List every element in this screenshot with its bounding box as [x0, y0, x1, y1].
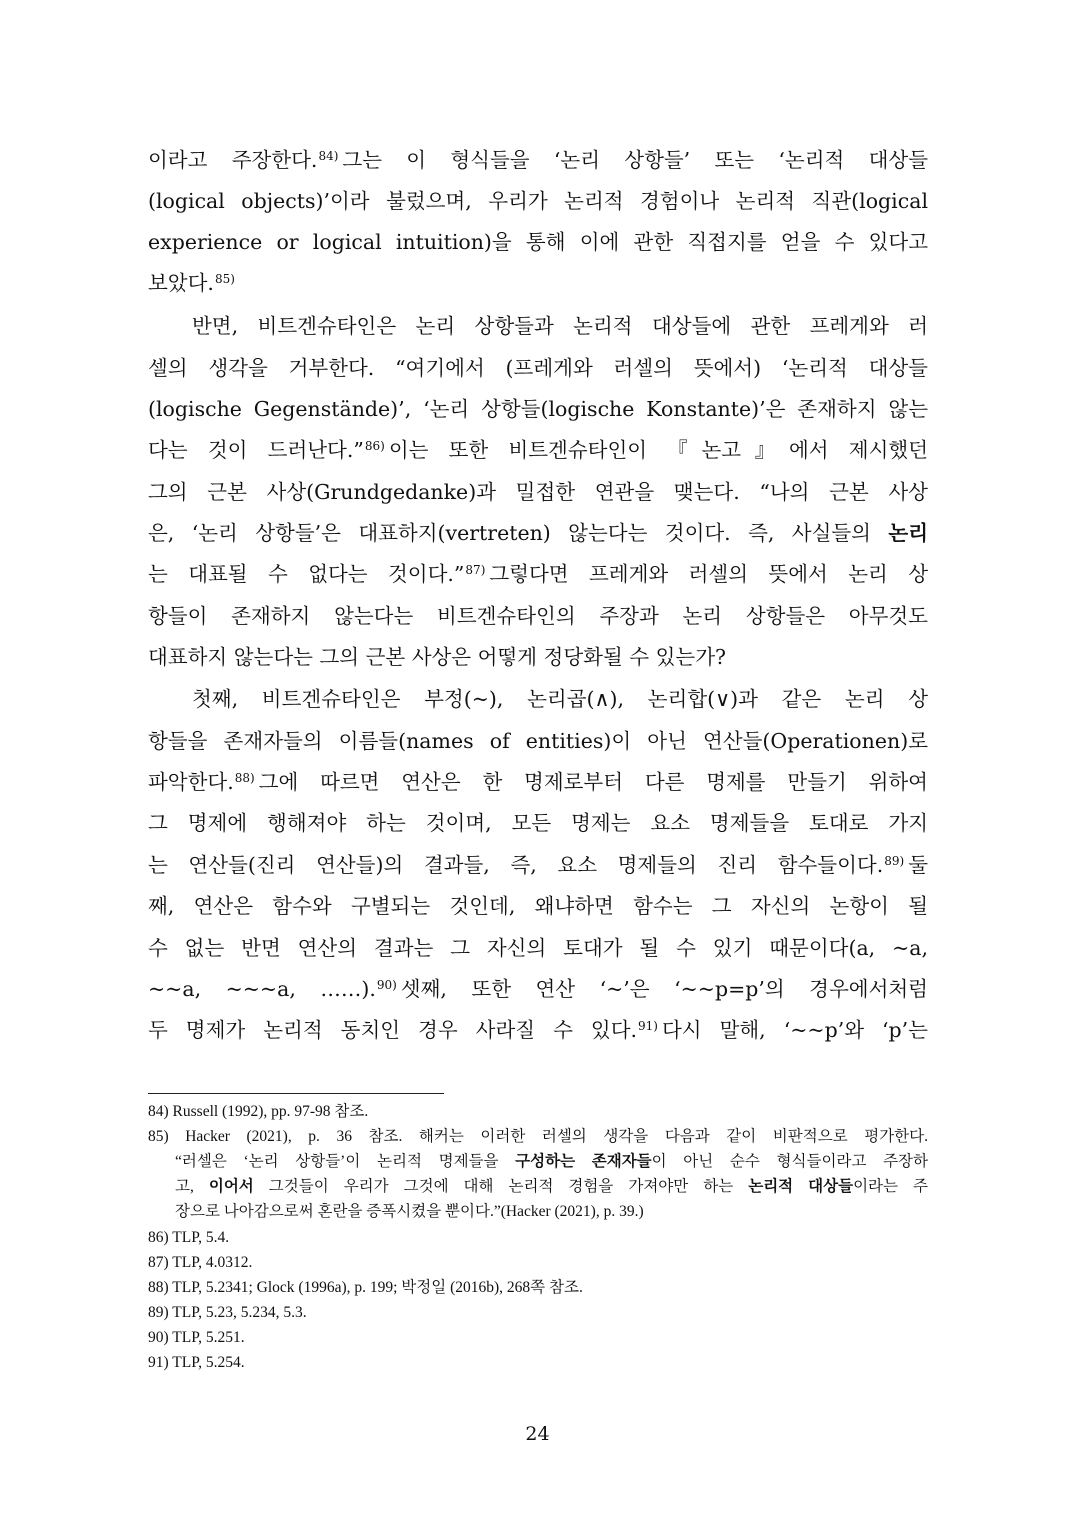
paragraph-3-line-2: 항들을 존재자들의 이름들(names of entities)이 아닌 연산들(Operationen)로	[148, 729, 928, 753]
text-run: 파악한다.	[148, 770, 234, 794]
emphasis-text: 구성하는 존재자들	[515, 1153, 652, 1170]
footnote-ref-89[interactable]: 89)	[884, 854, 905, 868]
paragraph-1-line-2: (logical objects)’이라 불렀으며, 우리가 논리적 경험이나 논리적 직관(logical	[148, 189, 928, 213]
footnote-85-line-3	[175, 1175, 928, 1199]
paragraph-2-line-5: 그의 근본 사상(Grundgedanke)과 밀접한 연관을 맺는다. “나의 근본 사상	[148, 480, 928, 504]
footnote-91: 91) TLP, 5.254.	[148, 1354, 245, 1371]
emphasis-text: 논리적 대상들	[748, 1178, 854, 1195]
footnote-ref-90[interactable]: 90)	[376, 978, 397, 992]
paragraph-1-line-4	[148, 263, 928, 303]
text-run: 는 연산들(진리 연산들)의 결과들, 즉, 요소 명제들의 진리 함수들이다.	[148, 853, 884, 877]
paragraph-2-line-2: 셀의 생각을 거부한다. “여기에서 (프레게와 러셀의 뜻에서) ‘논리적 대상들	[148, 356, 928, 380]
paragraph-1-line-3: experience or logical intuition)을 통해 이에 관한 직접지를 얻을 수 있다고	[148, 230, 928, 254]
paragraph-2-line-3: (logische Gegenstände)’, ‘논리 상항들(logische Konstante)’은 존재하지 않는	[148, 397, 928, 421]
text-run: 이는 또한 비트겐슈타인이 『논고』에서 제시했던	[388, 438, 929, 462]
footnote-divider	[148, 1093, 444, 1094]
page-number: 24	[525, 1423, 550, 1445]
paragraph-3-line-4: 그 명제에 행해져야 하는 것이며, 모든 명제는 요소 명제들을 토대로 가지	[148, 811, 928, 835]
footnote-87: 87) TLP, 4.0312.	[148, 1254, 253, 1271]
footnote-86: 86) TLP, 5.4.	[148, 1229, 230, 1246]
paragraph-3-line-5	[148, 845, 928, 885]
footnote-ref-85[interactable]: 85)	[214, 272, 235, 286]
text-run: 그렇다면 프레게와 러셀의 뜻에서 논리 상	[489, 562, 928, 586]
paragraph-2-line-1: 반면, 비트겐슈타인은 논리 상항들과 논리적 대상들에 관한 프레게와 러	[192, 314, 928, 338]
footnote-ref-88[interactable]: 88)	[234, 771, 255, 785]
paragraph-3-line-7: 수 없는 반면 연산의 결과는 그 자신의 토대가 될 수 있기 때문이다(a, ~a,	[148, 936, 928, 960]
text-run: 이라는 주	[853, 1178, 928, 1195]
paragraph-2-line-6	[148, 513, 928, 553]
paragraph-3-line-1: 첫째, 비트겐슈타인은 부정(~), 논리곱(∧), 논리합(∨)과 같은 논리 상	[192, 687, 928, 711]
paragraph-2-line-9: 대표하지 않는다는 그의 근본 사상은 어떻게 정당화될 수 있는가?	[148, 645, 726, 669]
paragraph-3-line-8	[148, 969, 928, 1009]
footnote-ref-87[interactable]: 87)	[465, 563, 486, 577]
text-run: ~~a, ~~~a, ……).	[148, 977, 376, 1001]
footnote-89: 89) TLP, 5.23, 5.234, 5.3.	[148, 1304, 307, 1321]
text-run: 다시 말해, ‘~~p’와 ‘p’는	[661, 1018, 928, 1042]
text-run: 는 대표될 수 없다는 것이다.”	[148, 562, 465, 586]
text-run: 이라고 주장한다.	[148, 148, 318, 172]
text-run: 다는 것이 드러난다.”	[148, 438, 364, 462]
paragraph-2-line-4	[148, 430, 928, 470]
footnote-84: 84) Russell (1992), pp. 97-98 참조.	[148, 1103, 369, 1120]
footnote-ref-91[interactable]: 91)	[638, 1019, 658, 1033]
footnote-85: 85) Hacker (2021), p. 36 참조. 해커는 이러한 러셀의 생각을 다음과 같이 비판적으로 평가한다.	[148, 1128, 928, 1145]
text-run: 둘	[908, 853, 928, 877]
text-run: 두 명제가 논리적 동치인 경우 사라질 수 있다.	[148, 1018, 638, 1042]
text-run: 그는 이 형식들을 ‘논리 상항들’ 또는 ‘논리적 대상들	[342, 148, 928, 172]
footnote-ref-86[interactable]: 86)	[364, 439, 385, 453]
emphasis-text: 논리	[888, 521, 928, 545]
paragraph-3-line-9	[148, 1010, 928, 1050]
text-run: 고,	[175, 1178, 209, 1195]
footnote-ref-84[interactable]: 84)	[318, 149, 339, 163]
footnote-85-line-2	[175, 1150, 928, 1174]
text-run: “러셀은 ‘논리 상항들’이 논리적 명제들을	[175, 1153, 516, 1170]
emphasis-text: 이어서	[208, 1178, 254, 1195]
footnote-90: 90) TLP, 5.251.	[148, 1329, 245, 1346]
footnote-85-line-4: 장으로 나아감으로써 혼란을 증폭시켰을 뿐이다.”(Hacker (2021), p. 39.)	[175, 1203, 644, 1220]
text-run: 이 아닌 순수 형식들이라고 주장하	[651, 1153, 928, 1170]
text-run: 그에 따르면 연산은 한 명제로부터 다른 명제를 만들기 위하여	[258, 770, 928, 794]
paragraph-3-line-3	[148, 762, 928, 802]
text-run: 은, ‘논리 상항들’은 대표하지(vertreten) 않는다는 것이다. 즉, 사실들의	[148, 521, 871, 545]
paragraph-2-line-8: 항들이 존재하지 않는다는 비트겐슈타인의 주장과 논리 상항들은 아무것도	[148, 604, 928, 628]
text-run: 셋째, 또한 연산 ‘~’은 ‘~~p=p’의 경우에서처럼	[400, 977, 928, 1001]
paragraph-2-line-7	[148, 554, 928, 594]
paragraph-1-line-1	[148, 140, 928, 180]
text-run: 보았다.	[148, 271, 214, 295]
paragraph-3-line-6: 째, 연산은 함수와 구별되는 것인데, 왜냐하면 함수는 그 자신의 논항이 될	[148, 894, 928, 918]
footnote-88: 88) TLP, 5.2341; Glock (1996a), p. 199; 박정일 (2016b), 268쪽 참조.	[148, 1279, 583, 1296]
text-run: 그것들이 우리가 그것에 대해 논리적 경험을 가져야만 하는	[253, 1178, 749, 1195]
